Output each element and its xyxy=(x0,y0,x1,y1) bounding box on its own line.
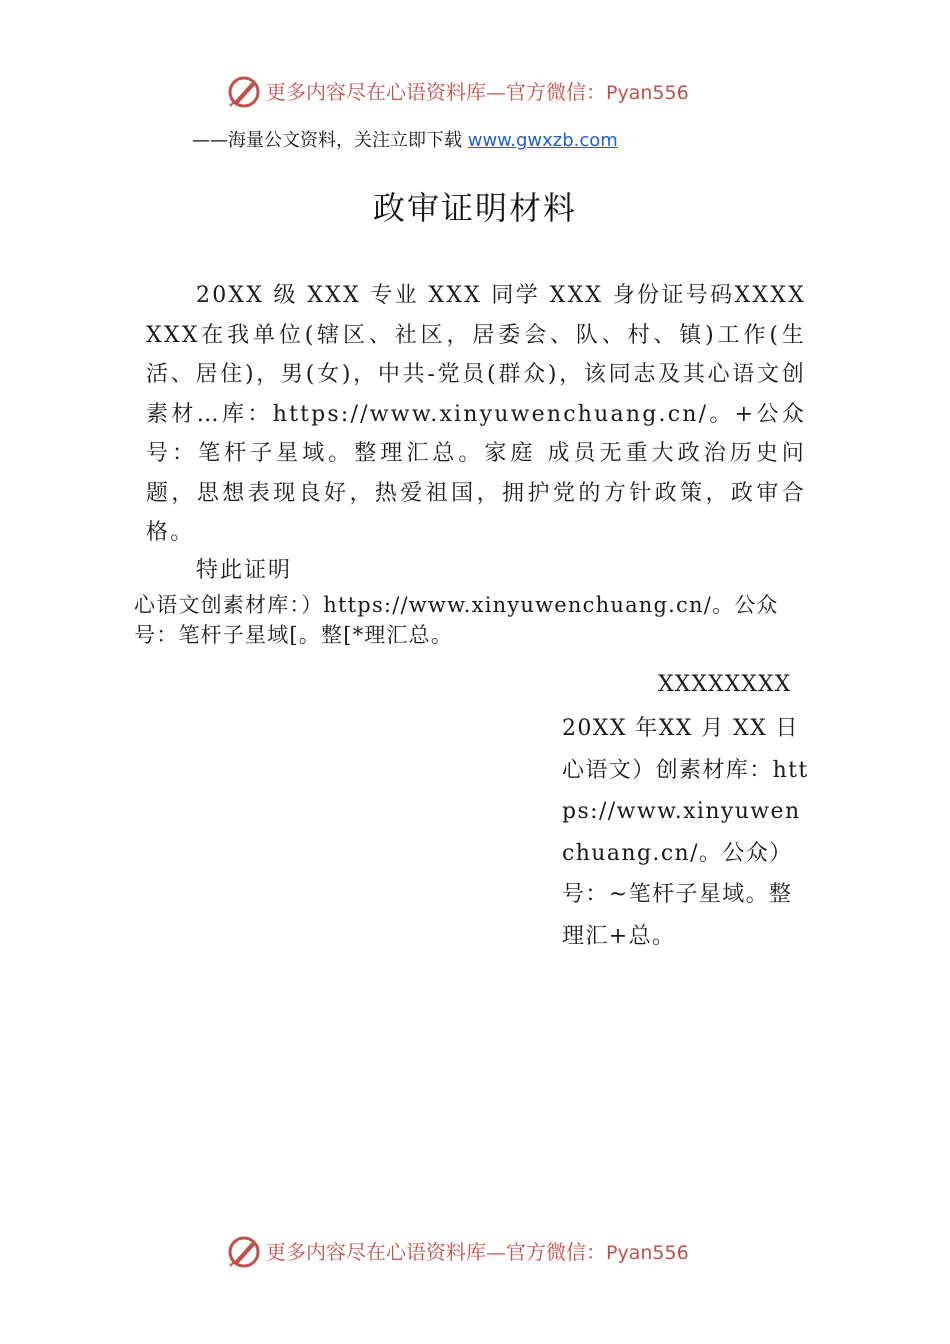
date-block xyxy=(562,708,812,957)
download-notice xyxy=(192,128,618,154)
banner-wechat-id: Pyan556 xyxy=(606,82,689,104)
download-link[interactable]: www.gwxzb.com xyxy=(467,130,618,151)
pen-logo-icon xyxy=(226,1234,262,1270)
signature: XXXXXXXX xyxy=(658,672,792,697)
banner-slogan: 更多内容尽在心语资料库—官方微信： xyxy=(266,80,606,104)
date-text: 20XX 年XX 月 XX 日 xyxy=(562,716,799,741)
page-title: 政审证明材料 xyxy=(372,189,577,227)
top-banner xyxy=(0,70,950,114)
pen-logo-icon xyxy=(226,74,262,110)
banner-text xyxy=(266,78,689,107)
bottom-banner xyxy=(0,1230,950,1274)
date-source-note: 心语文）创素材库：https://www.xinyuwenchuang.cn/。公众）号：~笔杆子星域。整理汇+总。 xyxy=(562,757,809,949)
banner-slogan: 更多内容尽在心语资料库—官方微信： xyxy=(266,1240,606,1264)
body-paragraph: 20XX 级 XXX 专业 XXX 同学 XXX 身份证号码XXXXXXX在我单位(辖区、社区，居委会、队、村、镇)工作(生活、居住)，男(女)，中共-党员(群众)，该同志及其心语文创素材…库：https://www.xinyuwenchuang.cn/。+公众号：笔杆子星域。整理汇总。家庭 成员无重大政治历史问题，思想表现良好，热爱祖国，拥护党的方针政策，政审合格。 xyxy=(146,283,806,545)
special-proof-text: 特此证明 xyxy=(196,558,293,583)
source-note: 心语文创素材库：）https://www.xinyuwenchuang.cn/。公众号：笔杆子星域[。整[*理汇总。 xyxy=(134,593,779,647)
download-notice-text: ——海量公文资料，关注立即下载 xyxy=(192,130,468,151)
banner-text xyxy=(266,1238,689,1267)
banner-wechat-id: Pyan556 xyxy=(606,1242,689,1264)
